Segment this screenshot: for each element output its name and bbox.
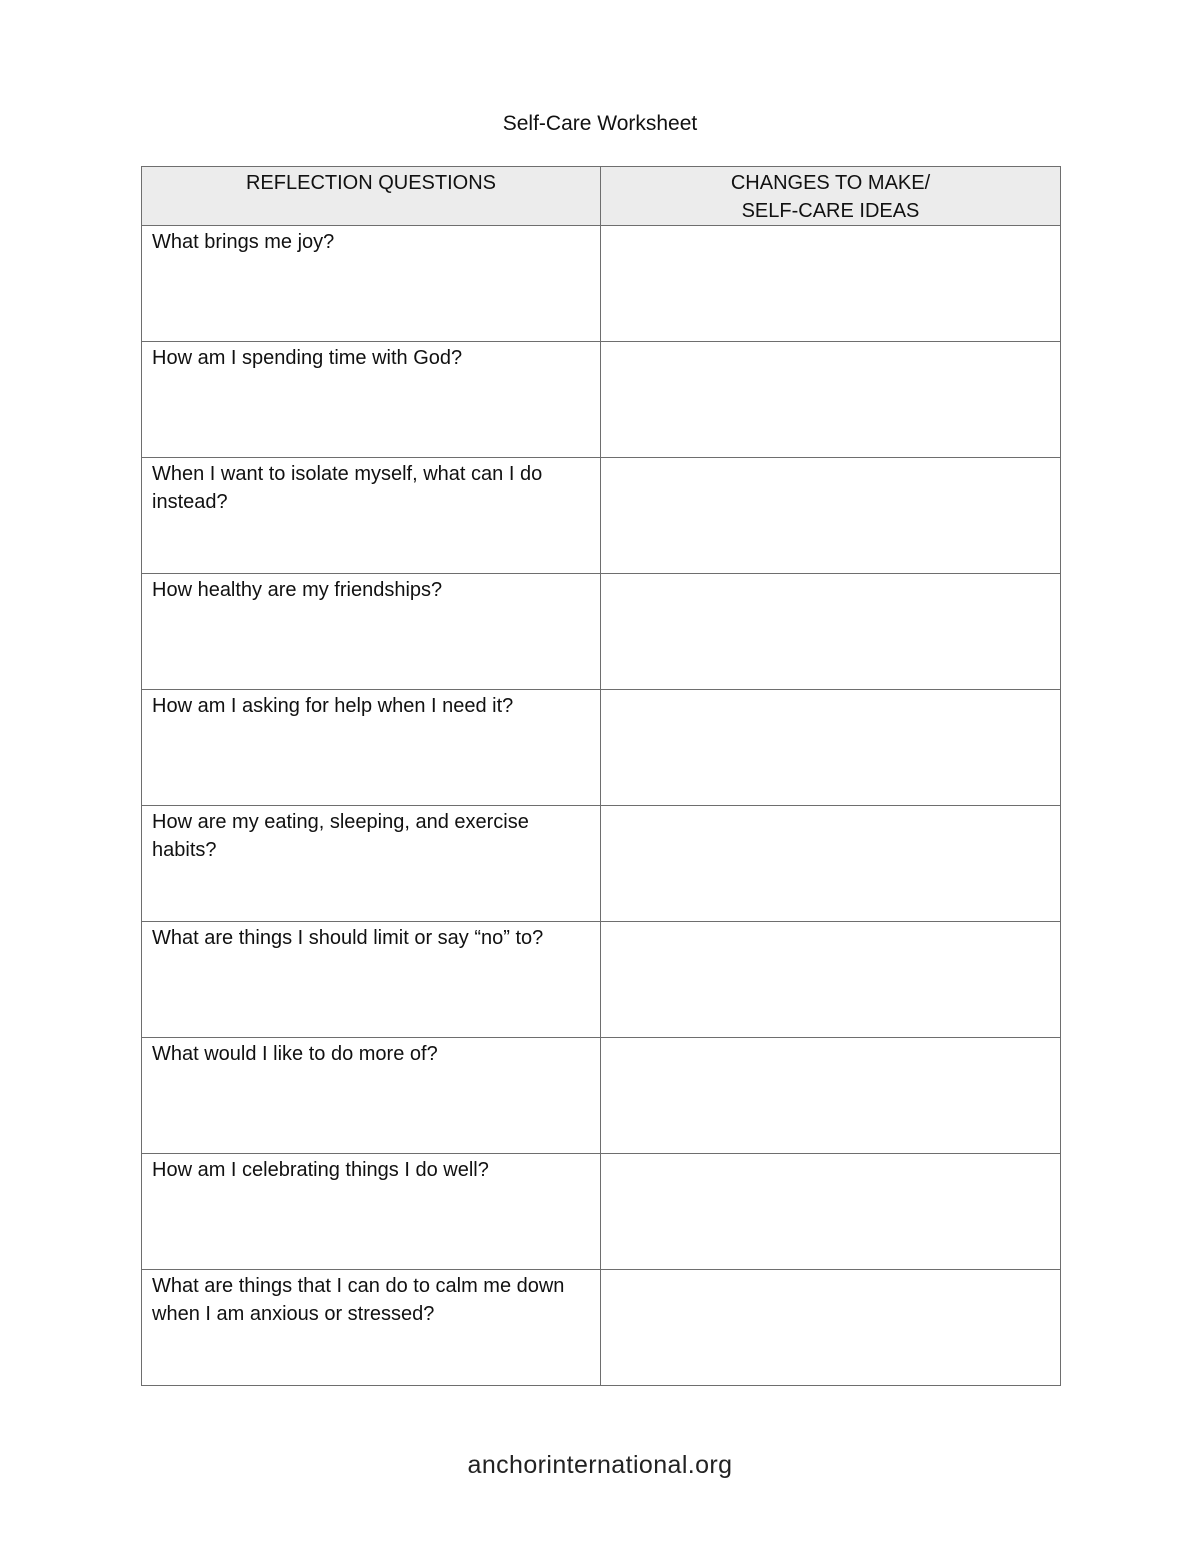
question-cell: What are things I should limit or say “no” to? <box>142 922 601 1038</box>
page-title: Self-Care Worksheet <box>502 112 698 135</box>
answer-cell[interactable] <box>601 1038 1061 1154</box>
table-row <box>142 922 1061 1038</box>
answer-cell[interactable] <box>601 342 1061 458</box>
footer-website: anchorinternational.org <box>467 1451 733 1479</box>
table-row <box>142 690 1061 806</box>
answer-cell[interactable] <box>601 690 1061 806</box>
header-changes-line1: CHANGES TO MAKE/ <box>730 172 931 194</box>
question-cell: When I want to isolate myself, what can I do instead? <box>142 458 601 574</box>
answer-cell[interactable] <box>601 226 1061 342</box>
header-reflection-questions <box>142 167 601 226</box>
answer-cell[interactable] <box>601 922 1061 1038</box>
question-cell: How am I celebrating things I do well? <box>142 1154 601 1270</box>
question-cell: How am I asking for help when I need it? <box>142 690 601 806</box>
table-row <box>142 342 1061 458</box>
question-cell: What brings me joy? <box>142 226 601 342</box>
question-cell: What are things that I can do to calm me down when I am anxious or stressed? <box>142 1270 601 1386</box>
table-row <box>142 1154 1061 1270</box>
worksheet-table <box>141 166 1061 1386</box>
header-reflection-label: REFLECTION QUESTIONS <box>245 172 497 194</box>
answer-cell[interactable] <box>601 1154 1061 1270</box>
table-row <box>142 806 1061 922</box>
table-row <box>142 458 1061 574</box>
header-changes-line2: SELF-CARE IDEAS <box>741 200 920 222</box>
question-cell: How am I spending time with God? <box>142 342 601 458</box>
answer-cell[interactable] <box>601 458 1061 574</box>
answer-cell[interactable] <box>601 1270 1061 1386</box>
table-row <box>142 1270 1061 1386</box>
table-row <box>142 226 1061 342</box>
table-row <box>142 1038 1061 1154</box>
table-row <box>142 574 1061 690</box>
table-header-row <box>142 167 1061 226</box>
question-cell: What would I like to do more of? <box>142 1038 601 1154</box>
question-cell: How are my eating, sleeping, and exercise habits? <box>142 806 601 922</box>
header-changes-to-make <box>601 167 1061 226</box>
answer-cell[interactable] <box>601 574 1061 690</box>
question-cell: How healthy are my friendships? <box>142 574 601 690</box>
answer-cell[interactable] <box>601 806 1061 922</box>
